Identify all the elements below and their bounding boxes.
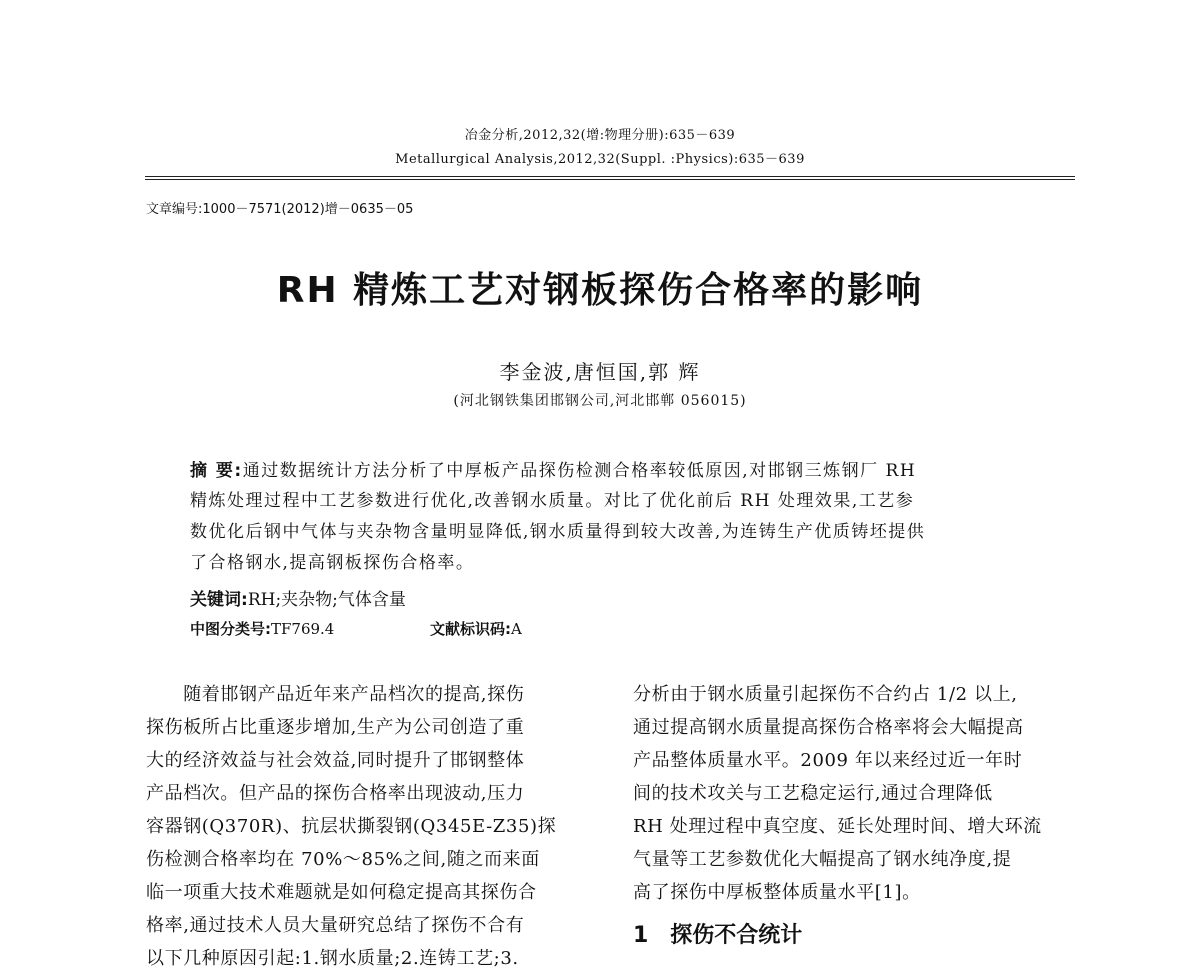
body-text-line: 通过提高钢水质量提高探伤合格率将会大幅提高 xyxy=(633,717,1024,738)
classification-value: TF769.4 xyxy=(271,620,335,638)
body-text-line: 产品整体质量水平。2009 年以来经过近一年时 xyxy=(633,750,1023,771)
section-heading: 1 探伤不合统计 xyxy=(633,923,803,948)
abstract-line: 数优化后钢中气体与夹杂物含量明显降低,钢水质量得到较大改善,为连铸生产优质铸坯提供 xyxy=(190,522,926,542)
abstract-line: 了合格钢水,提高钢板探伤合格率。 xyxy=(190,553,475,573)
keywords-text: RH;夹杂物;气体含量 xyxy=(247,590,406,610)
body-text-line: 格率,通过技术人员大量研究总结了探伤不合有 xyxy=(146,915,525,936)
keywords xyxy=(190,585,406,610)
body-text-line: 产品档次。但产品的探伤合格率出现波动,压力 xyxy=(146,783,525,804)
body-text-line: 容器钢(Q370R)、抗层状撕裂钢(Q345E-Z35)探 xyxy=(146,816,557,837)
header-rule-top xyxy=(145,176,1075,177)
abstract-line xyxy=(190,456,1030,481)
abstract-text: 通过数据统计方法分析了中厚板产品探伤检测合格率较低原因,对邯钢三炼钢厂 RH xyxy=(242,461,917,481)
authors: 李金波,唐恒国,郭 辉 xyxy=(499,360,701,384)
abstract-line: 精炼处理过程中工艺参数进行优化,改善钢水质量。对比了优化前后 RH 处理效果,工艺参 xyxy=(190,491,915,511)
body-text-line: 分析由于钢水质量引起探伤不合约占 1/2 以上, xyxy=(633,684,1018,705)
document-code-label: 文献标识码: xyxy=(430,620,511,638)
keywords-label: 关键词: xyxy=(190,590,248,610)
document-code xyxy=(430,618,522,639)
body-text-line: 伤检测合格率均在 70%～85%之间,随之而来面 xyxy=(146,849,540,870)
journal-citation-cn: 冶金分析,2012,32(增:物理分册):635－639 xyxy=(464,128,736,143)
body-text-line: 随着邯钢产品近年来产品档次的提高,探伤 xyxy=(146,684,525,705)
body-text-line: RH 处理过程中真空度、延长处理时间、增大环流 xyxy=(633,816,1042,837)
body-text-line: 气量等工艺参数优化大幅提高了钢水纯净度,提 xyxy=(633,849,1012,870)
body-text-line: 间的技术攻关与工艺稳定运行,通过合理降低 xyxy=(633,783,993,804)
body-text-line: 大的经济效益与社会效益,同时提升了邯钢整体 xyxy=(146,750,525,771)
body-text-line: 以下几种原因引起:1.钢水质量;2.连铸工艺;3. xyxy=(146,948,519,969)
paper-title: RH 精炼工艺对钢板探伤合格率的影响 xyxy=(276,270,924,311)
article-number: 文章编号:1000－7571(2012)增－0635－05 xyxy=(146,202,414,217)
body-text-line: 探伤板所占比重逐步增加,生产为公司创造了重 xyxy=(146,717,525,738)
classification-number xyxy=(190,618,334,639)
header-rule-bottom xyxy=(145,179,1075,180)
affiliation: (河北钢铁集团邯钢公司,河北邯郸 056015) xyxy=(453,393,747,409)
body-text-line: 高了探伤中厚板整体质量水平[1]。 xyxy=(633,882,921,903)
journal-citation-en: Metallurgical Analysis,2012,32(Suppl. :Physics):635－639 xyxy=(395,152,805,167)
document-code-value: A xyxy=(511,620,522,638)
classification-label: 中图分类号: xyxy=(190,620,271,638)
abstract-label: 摘 要: xyxy=(190,461,243,481)
body-text-line: 临一项重大技术难题就是如何稳定提高其探伤合 xyxy=(146,882,537,903)
